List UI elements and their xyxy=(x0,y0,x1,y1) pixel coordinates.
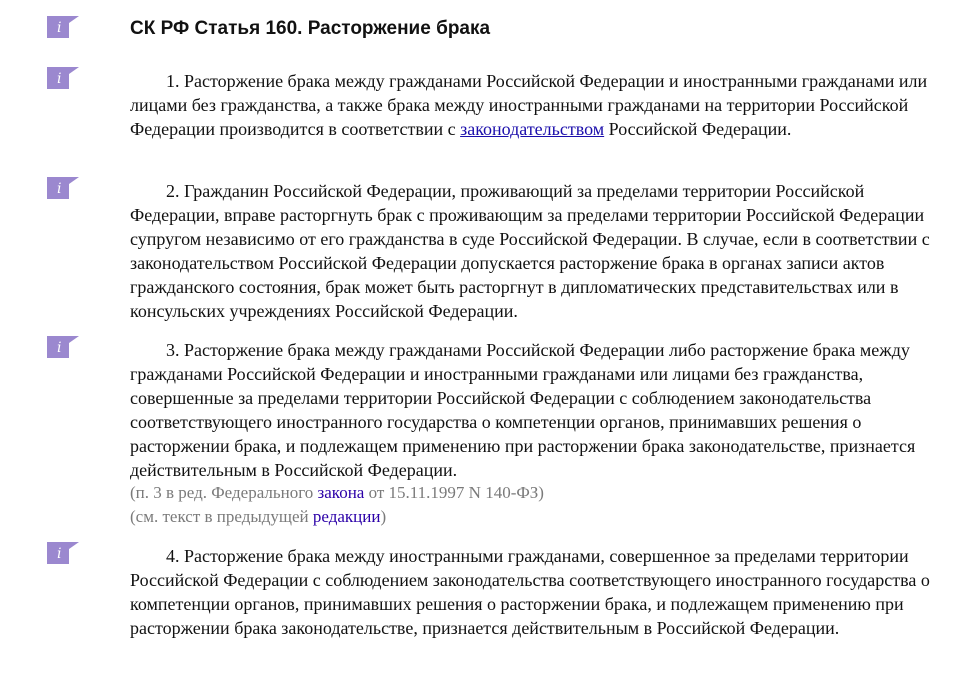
info-icon[interactable] xyxy=(47,542,79,564)
previous-edition-note-text: (см. текст в предыдущей xyxy=(130,507,313,526)
info-icon-graphic xyxy=(47,542,79,564)
paragraph-1-text-end: Российской Федерации. xyxy=(604,119,792,139)
info-icon[interactable] xyxy=(47,16,79,38)
federal-law-link[interactable]: закона xyxy=(317,483,365,502)
paragraph-1-text: 1. Расторжение брака между гражданами Российской Федерации и иностранными гражданами или лицами без гражданства, а также брака между иностранными гражданами на территории Российской Федерации производится в соответствии с xyxy=(130,71,928,139)
article-title: СК РФ Статья 160. Расторжение брака xyxy=(130,18,491,39)
amendment-note-text-end: от 15.11.1997 N 140-ФЗ) xyxy=(364,483,544,502)
previous-edition-link[interactable]: редакции xyxy=(312,507,381,526)
legislation-link[interactable]: законодательством xyxy=(460,119,605,139)
previous-edition-note-end: ) xyxy=(380,507,387,526)
info-icon[interactable] xyxy=(47,67,79,89)
info-icon[interactable] xyxy=(47,336,79,358)
info-icon-graphic xyxy=(47,336,79,358)
paragraph-4: 4. Расторжение брака между иностранными гражданами, совершенное за пределами территории Российской Федерации с соблюдением законодательства соответствующего иностранного государства о компетенции органов, принимавших решения о расторжении брака, и подлежащем применению при расторжении брака законодательстве, признается действительным в Российской Федерации. xyxy=(130,546,930,638)
info-icon-graphic xyxy=(47,177,79,199)
amendment-note-text: (п. 3 в ред. Федерального xyxy=(130,483,318,502)
info-icon-glyph: i xyxy=(57,20,62,36)
amendment-note xyxy=(130,481,544,505)
paragraph-3: 3. Расторжение брака между гражданами Российской Федерации либо расторжение брака между гражданами Российской Федерации и иностранными гражданами или лицами без гражданства, совершенные за пределами территории Российской Федерации с соблюдением законодательства соответствующего иностранного государства о компетенции органов, принимавших решения о расторжении брака, и подлежащем применению при расторжении брака законодательстве, признается действительным в Российской Федерации. xyxy=(130,340,916,480)
info-icon-glyph: i xyxy=(57,546,62,562)
info-icon[interactable] xyxy=(47,177,79,199)
previous-edition-note xyxy=(130,505,386,529)
info-icon-glyph: i xyxy=(57,340,62,356)
info-icon-graphic xyxy=(47,16,79,38)
info-icon-glyph: i xyxy=(57,71,62,87)
paragraph-2: 2. Гражданин Российской Федерации, проживающий за пределами территории Российской Федерации, вправе расторгнуть брак с проживающим за пределами территории Российской Федерации супругом независимо от его гражданства в суде Российской Федерации. В случае, если в соответствии с законодательством Российской Федерации допускается расторжение брака в органах записи актов гражданского состояния, брак может быть расторгнут в дипломатических представительствах или в консульских учреждениях Российской Федерации. xyxy=(130,181,930,321)
info-icon-graphic xyxy=(47,67,79,89)
info-icon-glyph: i xyxy=(57,181,62,197)
paragraph-1 xyxy=(130,69,950,141)
